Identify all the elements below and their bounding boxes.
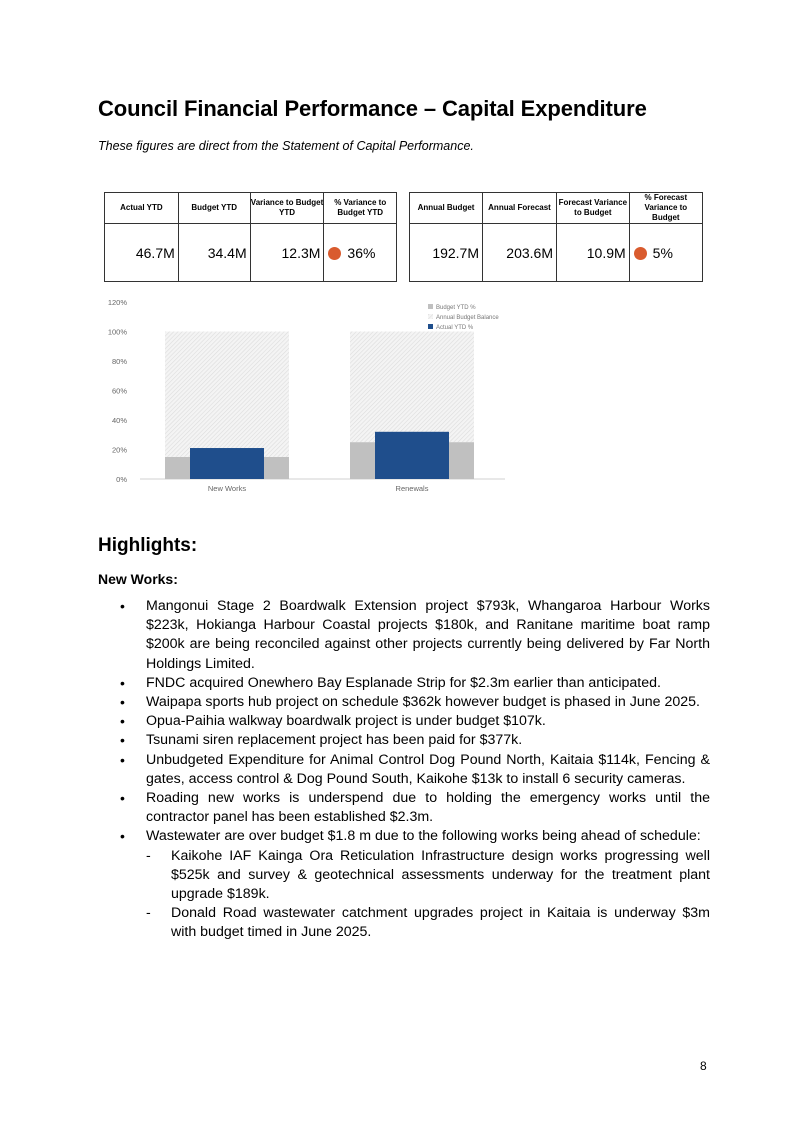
list-item: • Mangonui Stage 2 Boardwalk Extension project $793k, Whangaroa Harbour Works $223k, Hokianga Harbour Coastal projects $180k, and Ranitane maritime boat ramp $200k are being reconciled against other projects currently being delivered by Far North Holdings Limited. bbox=[120, 597, 710, 674]
sub-list-item: - Donald Road wastewater catchment upgrades project in Kaitaia is underway $3m with budget timed in June 2025. bbox=[146, 904, 710, 942]
kpi-value-cell bbox=[629, 224, 702, 282]
legend-label: Budget YTD % bbox=[436, 305, 476, 311]
y-tick-label: 20% bbox=[111, 445, 127, 455]
y-tick-label: 40% bbox=[111, 416, 127, 425]
kpi-header: % Variance to Budget YTD bbox=[324, 193, 397, 224]
x-tick-label: New Works bbox=[207, 484, 247, 493]
kpi-value: 192.7M bbox=[410, 224, 483, 282]
legend-swatch bbox=[428, 324, 433, 329]
legend-label: Annual Budget Balance bbox=[436, 315, 499, 321]
kpi-value: 10.9M bbox=[556, 224, 629, 282]
kpi-header: Budget YTD bbox=[178, 193, 250, 224]
bar-actual-ytd bbox=[190, 448, 264, 479]
legend-swatch bbox=[428, 304, 433, 309]
capex-bar-chart bbox=[90, 292, 520, 502]
list-item-with-subs bbox=[120, 827, 710, 942]
y-tick-label: 0% bbox=[116, 475, 127, 484]
sub-list bbox=[146, 847, 710, 943]
list-item: • Tsunami siren replacement project has been paid for $377k. bbox=[120, 731, 710, 750]
kpi-header: Annual Budget bbox=[410, 193, 483, 224]
bar-annual-budget-balance bbox=[165, 332, 289, 457]
kpi-value-cell bbox=[324, 224, 397, 282]
kpi-value: 34.4M bbox=[178, 224, 250, 282]
kpi-value: 36% bbox=[347, 244, 376, 261]
subtitle: These figures are direct from the Statement of Capital Performance. bbox=[98, 139, 474, 153]
list-item: • Roading new works is underspend due to holding the emergency works until the contractor panel has been established $2.3m. bbox=[120, 789, 710, 827]
kpi-table-ytd bbox=[104, 192, 397, 282]
kpi-header: Annual Forecast bbox=[483, 193, 557, 224]
kpi-value: 5% bbox=[652, 244, 673, 261]
x-tick-label: Renewals bbox=[395, 484, 429, 493]
list-item: • Waipapa sports hub project on schedule $362k however budget is phased in June 2025. bbox=[120, 693, 710, 712]
kpi-value: 203.6M bbox=[483, 224, 557, 282]
kpi-header: % Forecast Variance to Budget bbox=[629, 193, 702, 224]
kpi-header: Forecast Variance to Budget bbox=[556, 193, 629, 224]
bar-annual-budget-balance bbox=[350, 332, 474, 443]
page-title: Council Financial Performance – Capital Expenditure bbox=[98, 96, 647, 121]
highlights-heading: Highlights: bbox=[98, 535, 198, 556]
y-tick-label: 100% bbox=[107, 327, 127, 337]
bar-actual-ytd bbox=[375, 432, 449, 479]
y-tick-label: 60% bbox=[111, 386, 127, 396]
status-dot-icon bbox=[328, 247, 341, 260]
sub-list-item: - Kaikohe IAF Kainga Ora Reticulation Infrastructure design works progressing well $525k and survey & geotechnical assessments underway for the treatment plant upgrade $189k. bbox=[146, 847, 710, 905]
list-item: • Opua-Paihia walkway boardwalk project is under budget $107k. bbox=[120, 712, 710, 731]
page-number: 8 bbox=[700, 1059, 707, 1073]
kpi-header: Variance to Budget YTD bbox=[250, 193, 324, 224]
new-works-heading: New Works: bbox=[98, 571, 178, 587]
y-tick-label: 80% bbox=[111, 357, 127, 366]
legend-label: Actual YTD % bbox=[436, 325, 474, 331]
kpi-header: Actual YTD bbox=[105, 193, 179, 224]
y-tick-label: 120% bbox=[107, 298, 127, 307]
kpi-value: 12.3M bbox=[250, 224, 324, 282]
list-item-text: Wastewater are over budget $1.8 m due to the following works being ahead of schedule: bbox=[146, 828, 701, 845]
kpi-value: 46.7M bbox=[105, 224, 179, 282]
list-item: • Unbudgeted Expenditure for Animal Control Dog Pound North, Kaitaia $114k, Fencing & gates, access control & Dog Pound South, Kaikohe $13k to install 6 security cameras. bbox=[120, 751, 710, 789]
status-dot-icon bbox=[634, 247, 647, 260]
legend-swatch bbox=[428, 314, 433, 319]
list-item: • FNDC acquired Onewhero Bay Esplanade Strip for $2.3m earlier than anticipated. bbox=[120, 674, 710, 693]
kpi-table-annual bbox=[409, 192, 703, 282]
highlights-list bbox=[120, 597, 710, 943]
